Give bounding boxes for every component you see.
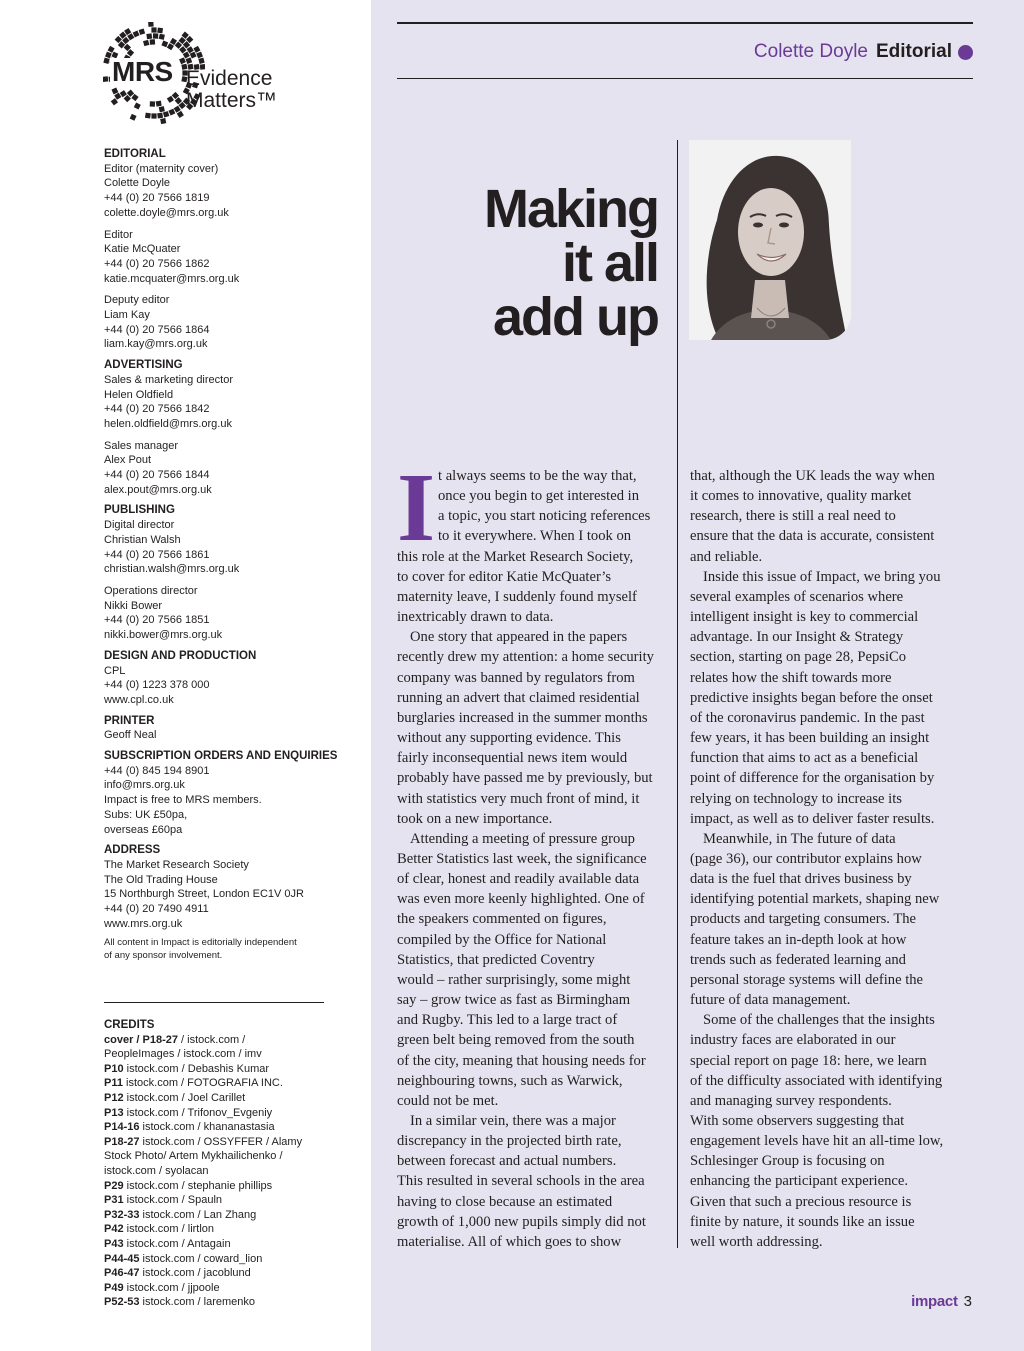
article-line: well worth addressing.: [690, 1233, 823, 1250]
masthead-section: [104, 749, 344, 837]
article-line: recently drew my attention: a home security: [397, 649, 654, 666]
credit-text: istock.com / stephanie phillips: [123, 1179, 273, 1192]
article-line: Given that such a precious resource is: [690, 1193, 912, 1210]
article-line: In a similar vein, there was a major: [410, 1113, 616, 1129]
masthead-section-title: DESIGN AND PRODUCTION: [104, 649, 257, 662]
article-line: company was banned by regulators from: [397, 669, 635, 686]
credit-line: [104, 1033, 334, 1048]
author-portrait-icon: [689, 140, 851, 340]
article-line: Better Statistics last week, the significance: [397, 850, 647, 867]
credit-line: [104, 1237, 334, 1252]
masthead-line: Helen Oldfield: [104, 388, 174, 401]
masthead-line: Colette Doyle: [104, 177, 171, 190]
masthead-section-title: PUBLISHING: [104, 504, 175, 517]
masthead-contacts: [104, 147, 344, 962]
credit-text: istock.com / jacoblund: [139, 1267, 251, 1280]
masthead-line: +44 (0) 20 7566 1864: [104, 323, 210, 336]
article-line: inextricably drawn to data.: [397, 609, 554, 626]
credit-text: istock.com / Debashis Kumar: [123, 1062, 270, 1075]
masthead-section-title: EDITORIAL: [104, 148, 166, 160]
article-column-1: [397, 454, 665, 1252]
credit-text: istock.com / Joel Carillet: [123, 1091, 246, 1104]
masthead-line: overseas £60pa: [104, 823, 183, 836]
masthead-line: +44 (0) 20 7566 1862: [104, 257, 210, 270]
article-line: of clear, honest and readily available data: [397, 871, 640, 888]
article-line: With some observers suggesting that: [690, 1113, 905, 1129]
article-line: materialise. All of which goes to show: [397, 1233, 622, 1250]
article-line: few years, it has been building an insight: [690, 730, 930, 747]
article-line: neighbouring towns, such as Warwick,: [397, 1072, 623, 1089]
article-line: products and targeting consumers. The: [690, 911, 917, 928]
credit-line: [104, 1295, 334, 1310]
credit-text: istock.com / coward_lion: [139, 1252, 263, 1265]
article-line: Schlesinger Group is focusing on: [690, 1153, 885, 1170]
masthead-line: Operations director: [104, 584, 198, 597]
masthead-section: [104, 358, 344, 497]
article-line: engagement levels have hit an all-time low,: [690, 1133, 944, 1150]
credit-line: [104, 1193, 334, 1208]
masthead-line: +44 (0) 1223 378 000: [104, 679, 210, 692]
credit-ref: cover / P18-27: [104, 1033, 178, 1046]
credit-line: [104, 1076, 334, 1091]
credit-ref: P49: [104, 1281, 124, 1294]
masthead-line: +44 (0) 20 7566 1851: [104, 614, 210, 627]
article-line: took on a new importance.: [397, 810, 553, 827]
masthead-section: [104, 649, 344, 708]
article-line: green belt being removed from the south: [397, 1032, 635, 1049]
credit-ref: P11: [104, 1077, 123, 1090]
image-credits: [104, 1018, 334, 1310]
page-header: [754, 40, 973, 64]
credit-text: istock.com / Antagain: [123, 1237, 231, 1250]
masthead-line: Geoff Neal: [104, 729, 157, 742]
credit-line: [104, 1222, 334, 1237]
masthead-section-title: PRINTER: [104, 714, 155, 727]
credit-ref: P32-33: [104, 1208, 140, 1221]
article-line: function that aims to act as a beneficial: [690, 750, 919, 767]
masthead-line: Alex Pout: [104, 454, 152, 467]
masthead-line: +44 (0) 20 7566 1842: [104, 403, 210, 416]
mrs-logo: [103, 22, 283, 124]
article-line: impact, as well as to deliver faster results.: [690, 810, 935, 827]
headline: [431, 179, 658, 347]
credit-text: istock.com / OSSYFFER / Alamy: [139, 1135, 303, 1148]
article-line: the speakers commented on figures,: [397, 911, 607, 928]
independence-note: [104, 937, 344, 962]
credits-title: CREDITS: [104, 1019, 155, 1031]
masthead-line: Editor (maternity cover): [104, 162, 219, 175]
masthead-line: Liam Kay: [104, 309, 150, 322]
headline-line: add up: [493, 287, 658, 347]
masthead-section-title: SUBSCRIPTION ORDERS AND ENQUIRIES: [104, 750, 338, 763]
article-line: section, starting on page 28, PepsiCo: [690, 649, 907, 666]
article-line: This resulted in several schools in the area: [397, 1173, 645, 1190]
article-line: without any supporting evidence. This: [397, 730, 621, 747]
article-line: once you begin to get interested in: [438, 488, 640, 505]
masthead-line: CPL: [104, 664, 126, 677]
masthead-line: +44 (0) 845 194 8901: [104, 764, 210, 777]
masthead-line: katie.mcquater@mrs.org.uk: [104, 272, 240, 285]
article-line: relying on technology to increase its: [690, 790, 902, 807]
credit-line: [104, 1149, 334, 1164]
article-line: it comes to innovative, quality market: [690, 488, 912, 505]
masthead-line: Impact is free to MRS members.: [104, 794, 262, 807]
article-line: growth of 1,000 new pupils simply did not: [397, 1213, 646, 1230]
credit-text: PeopleImages / istock.com / imv: [104, 1048, 262, 1061]
article-line: (page 36), our contributor explains how: [690, 850, 922, 867]
article-line: was even more keenly highlighted. One of: [397, 891, 645, 908]
credit-line: [104, 1062, 334, 1077]
credit-text: istock.com / khananastasia: [139, 1121, 275, 1134]
article-line: burglaries increased in the summer months: [397, 709, 648, 726]
masthead-section-title: ADVERTISING: [104, 359, 183, 372]
credit-ref: P52-53: [104, 1296, 140, 1309]
author-portrait: [689, 140, 851, 340]
editorial-panel: [371, 0, 1024, 1351]
masthead-line: helen.oldfield@mrs.org.uk: [104, 417, 232, 430]
footer-brand: impact: [911, 1293, 958, 1310]
masthead-line: liam.kay@mrs.org.uk: [104, 338, 208, 351]
article-line: data is the fuel that drives business by: [690, 871, 912, 888]
article-line: several examples of scenarios where: [690, 588, 904, 605]
article-line: and reliable.: [690, 548, 763, 565]
credit-line: [104, 1047, 334, 1062]
article-line: compiled by the Office for National: [397, 931, 607, 948]
credit-ref: P31: [104, 1194, 124, 1207]
credit-line: [104, 1208, 334, 1223]
article-line: that, although the UK leads the way when: [690, 468, 935, 484]
credit-ref: P29: [104, 1179, 124, 1192]
independence-note-line: of any sponsor involvement.: [104, 949, 223, 961]
article-line: a topic, you start noticing references: [438, 508, 651, 525]
credit-text: istock.com / Lan Zhang: [139, 1208, 257, 1221]
masthead-gap: [104, 577, 344, 584]
article-line: Statistics, that predicted Coventry: [397, 951, 595, 968]
credit-ref: P44-45: [104, 1252, 140, 1265]
credit-ref: P13: [104, 1106, 124, 1119]
article-line: personal storage systems will define the: [690, 971, 924, 988]
masthead-gap: [104, 221, 344, 228]
credit-text: istock.com / Spauln: [123, 1194, 223, 1207]
masthead-line: nikki.bower@mrs.org.uk: [104, 629, 223, 642]
article-line: say – grow twice as fast as Birmingham: [397, 992, 631, 1009]
credit-ref: P12: [104, 1091, 124, 1104]
article-line: special report on page 18: here, we learn: [690, 1052, 927, 1069]
article-line: industry faces are elaborated in our: [690, 1032, 896, 1049]
article-line: predictive insights began before the onset: [690, 689, 933, 706]
credit-line: [104, 1120, 334, 1135]
article-line: enhancing the participant experience.: [690, 1173, 908, 1190]
article-line: intelligent insight is key to commercial: [690, 609, 919, 626]
article-line: this role at the Market Research Society,: [397, 548, 634, 565]
article-line: future of data management.: [690, 992, 851, 1009]
masthead-section: [104, 714, 344, 743]
headline-line: it all: [561, 233, 658, 293]
article-line: One story that appeared in the papers: [410, 629, 628, 646]
article-line: Meanwhile, in The future of data: [703, 830, 896, 847]
article-line: Attending a meeting of pressure group: [410, 830, 635, 847]
article-line: with statistics very much front of mind, it: [397, 790, 640, 807]
header-author: Colette Doyle: [753, 41, 868, 62]
masthead-section: [104, 147, 344, 352]
masthead-line: The Market Research Society: [104, 858, 249, 871]
article-line: could not be met.: [397, 1092, 499, 1109]
article-line: advantage. In our Insight & Strategy: [690, 629, 904, 646]
credit-text: / istock.com /: [178, 1033, 246, 1046]
masthead-line: +44 (0) 20 7490 4911: [104, 903, 209, 916]
masthead-line: Subs: UK £50pa,: [104, 808, 188, 821]
credit-ref: P46-47: [104, 1267, 140, 1280]
masthead-line: +44 (0) 20 7566 1861: [104, 548, 210, 561]
masthead-line: www.cpl.co.uk: [104, 693, 174, 706]
masthead-line: The Old Trading House: [104, 873, 218, 886]
article-line: point of difference for the organisation by: [690, 770, 935, 787]
masthead-line: christian.walsh@mrs.org.uk: [104, 563, 240, 576]
article-line: of the coronavirus pandemic. In the past: [690, 709, 925, 726]
article-line: finite by nature, it sounds like an issue: [690, 1213, 915, 1230]
article-line: having to close because an estimated: [397, 1193, 613, 1210]
masthead-line: Deputy editor: [104, 294, 170, 307]
article-line: of the difficulty associated with identifying: [690, 1072, 943, 1089]
credit-text: istock.com / laremenko: [139, 1296, 256, 1309]
article-line: fairly inconsequential news item would: [397, 750, 628, 767]
credit-ref: P14-16: [104, 1121, 140, 1134]
top-rule: [397, 22, 973, 24]
article-line: trends such as federated learning and: [690, 951, 906, 968]
masthead-section: [104, 843, 344, 931]
credit-text: istock.com / Trifonov_Evgeniy: [123, 1106, 273, 1119]
logo-mrs-text: MRS: [112, 56, 173, 87]
masthead-line: 15 Northburgh Street, London EC1V 0JR: [104, 888, 304, 901]
masthead-line: Christian Walsh: [104, 533, 181, 546]
credit-line: [104, 1266, 334, 1281]
article-line: of the city, meaning that housing needs for: [397, 1052, 646, 1069]
drop-cap: I: [397, 454, 436, 562]
credit-line: [104, 1179, 334, 1194]
article-column-2: [690, 466, 960, 1252]
credit-text: istock.com / lirtlon: [123, 1223, 215, 1236]
masthead-line: Nikki Bower: [104, 599, 163, 612]
masthead-line: www.mrs.org.uk: [104, 917, 183, 930]
article-line: and Rugby. This led to a large tract of: [397, 1012, 618, 1029]
article-line: probably have passed me by previously, but: [397, 770, 653, 787]
credit-ref: P43: [104, 1237, 124, 1250]
article-line: would – rather surprisingly, some might: [397, 971, 631, 988]
article-line: maternity leave, I suddenly found myself: [397, 588, 637, 605]
masthead-gap: [104, 432, 344, 439]
masthead-line: colette.doyle@mrs.org.uk: [104, 206, 229, 219]
credit-ref: P42: [104, 1223, 124, 1236]
article-line: feature takes an in-depth look at how: [690, 931, 907, 948]
page-number: 3: [963, 1293, 972, 1310]
article-line: to cover for editor Katie McQuater’s: [397, 568, 612, 585]
masthead-line: +44 (0) 20 7566 1819: [104, 192, 210, 205]
article-line: between forecast and actual numbers.: [397, 1153, 617, 1170]
article-line: Some of the challenges that the insights: [703, 1012, 935, 1029]
credit-text: istock.com / FOTOGRAFIA INC.: [122, 1077, 283, 1090]
masthead-line: alex.pout@mrs.org.uk: [104, 483, 212, 496]
masthead-line: info@mrs.org.uk: [104, 779, 185, 792]
header-dot-icon: [958, 45, 973, 60]
credit-ref: P18-27: [104, 1135, 140, 1148]
masthead-section-title: ADDRESS: [104, 844, 161, 857]
masthead-line: Sales & marketing director: [104, 373, 233, 386]
credits-divider: [104, 1002, 324, 1003]
logo-tagline-matters: Matters™: [186, 89, 278, 112]
page-footer: [911, 1293, 972, 1310]
masthead-gap: [104, 286, 344, 293]
masthead-line: Sales manager: [104, 439, 178, 452]
credit-text: istock.com / jjpoole: [123, 1281, 220, 1294]
article-line: running an advert that claimed residential: [397, 689, 640, 706]
credit-line: [104, 1135, 334, 1150]
credit-line: [104, 1164, 334, 1179]
article-line: ensure that the data is accurate, consistent: [690, 528, 935, 545]
masthead-sidebar: [0, 0, 371, 1351]
article-line: research, there is still a real need to: [690, 508, 896, 525]
article-line: relates how the shift towards more: [690, 669, 892, 686]
logo-tagline-evidence: Evidence: [186, 67, 273, 90]
article-line: identifying potential markets, shaping new: [690, 891, 940, 908]
masthead-section: [104, 503, 344, 642]
credit-line: [104, 1091, 334, 1106]
credit-text: istock.com / syolacan: [104, 1164, 209, 1177]
credit-ref: P10: [104, 1062, 124, 1075]
credit-text: Stock Photo/ Artem Mykhailichenko /: [104, 1150, 283, 1163]
masthead-line: Digital director: [104, 519, 175, 532]
column-divider: [677, 140, 678, 1248]
credit-line: [104, 1252, 334, 1267]
article-line: t always seems to be the way that,: [438, 468, 637, 484]
masthead-line: Editor: [104, 228, 133, 241]
header-section: Editorial: [875, 41, 952, 62]
independence-note-line: All content in Impact is editorially independent: [104, 937, 297, 949]
article-line: discrepancy in the projected birth rate,: [397, 1133, 622, 1150]
masthead-line: Katie McQuater: [104, 243, 181, 256]
credit-line: [104, 1281, 334, 1296]
article-line: to it everywhere. When I took on: [438, 528, 632, 545]
header-rule: [397, 78, 973, 79]
article-line: Inside this issue of Impact, we bring you: [703, 568, 941, 585]
masthead-line: +44 (0) 20 7566 1844: [104, 469, 210, 482]
article-line: and managing survey respondents.: [690, 1092, 892, 1109]
credit-line: [104, 1106, 334, 1121]
headline-line: Making: [483, 179, 658, 239]
